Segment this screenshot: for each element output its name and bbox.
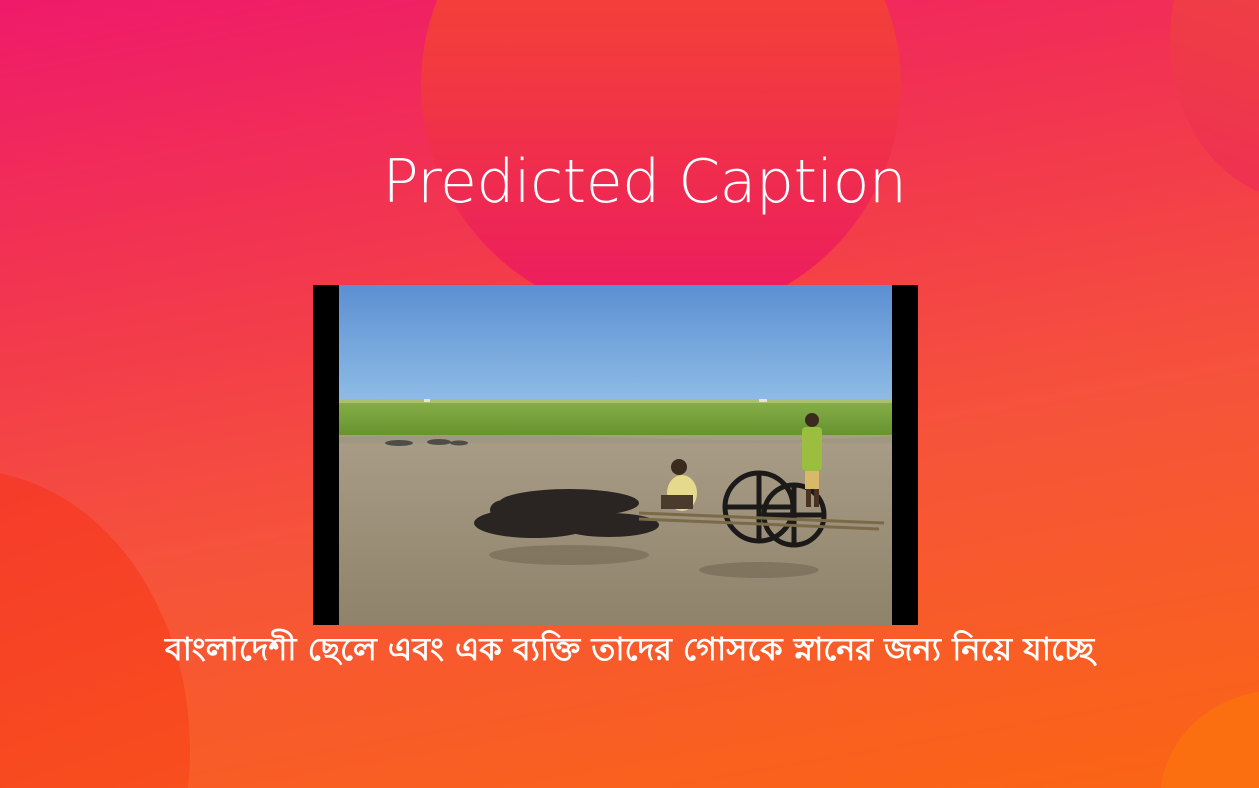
caption-image — [313, 285, 918, 625]
predicted-caption-text: বাংলাদেশী ছেলে এবং এক ব্যক্তি তাদের গোসকে স্নানের জন্য নিয়ে যাচ্ছে — [164, 630, 1095, 668]
slide-title: Predicted Caption — [382, 147, 907, 217]
decorative-circle-bottom-right — [1160, 690, 1259, 788]
buffalo-cart-photo — [339, 285, 892, 625]
